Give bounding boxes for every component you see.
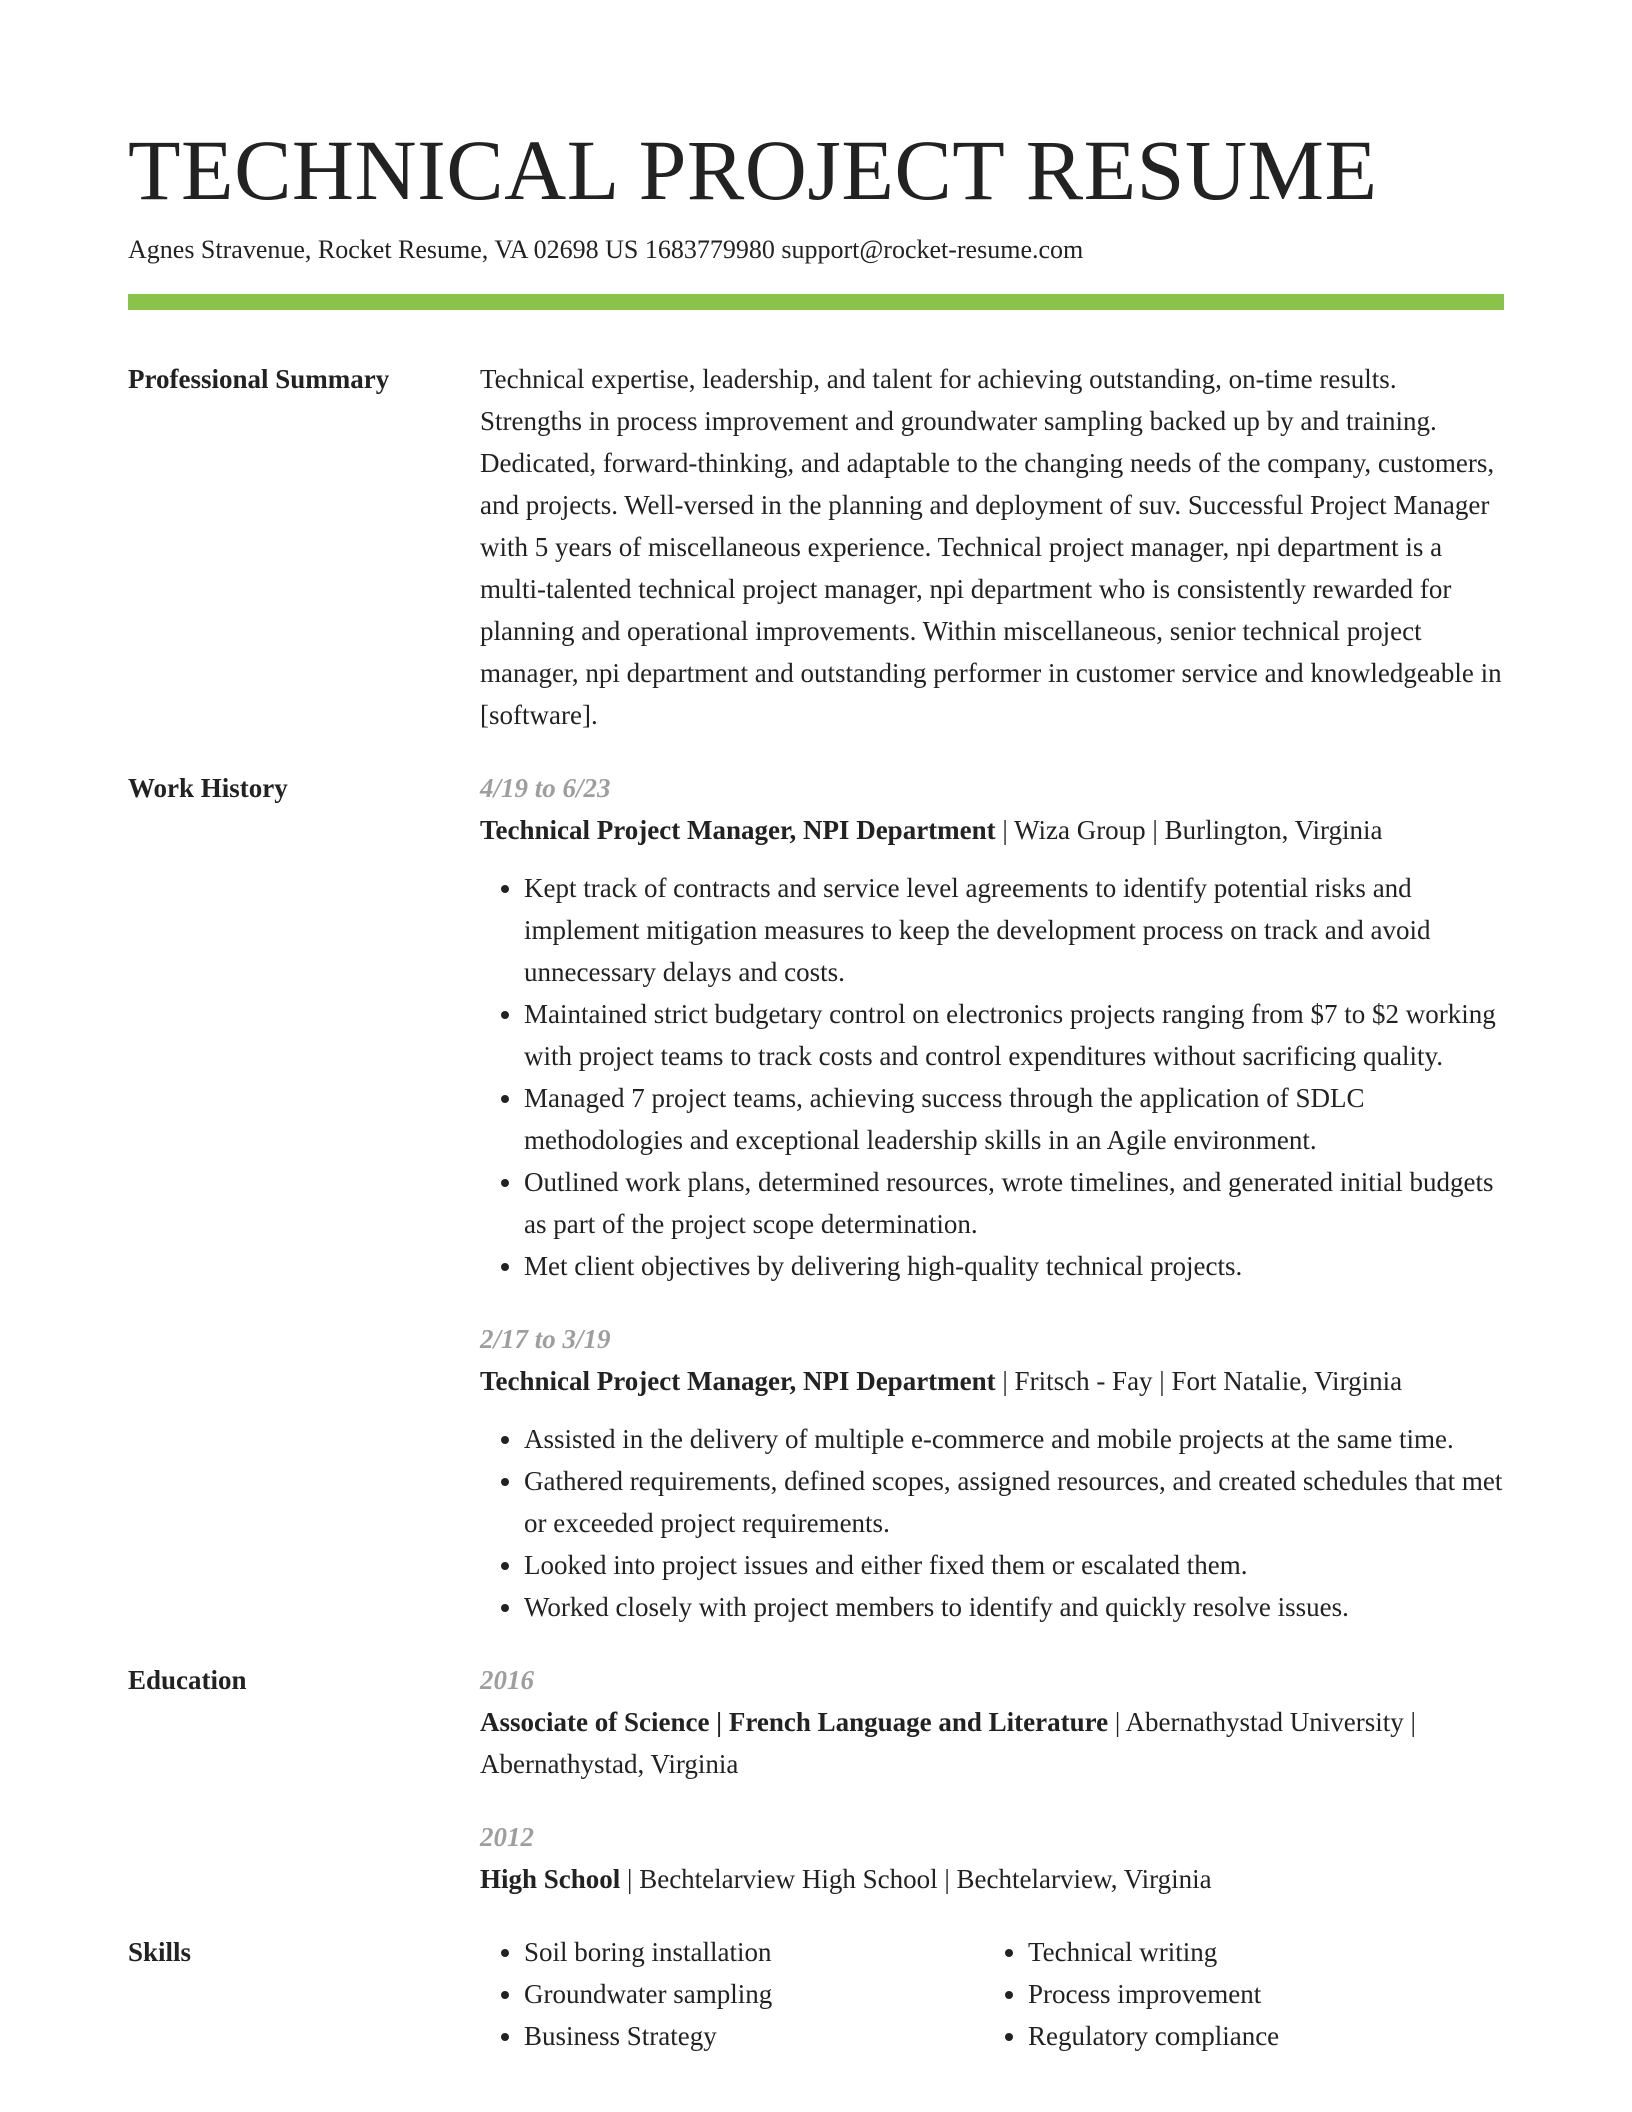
job-heading	[480, 1360, 1504, 1402]
summary-section	[128, 358, 1504, 736]
contact-line: Agnes Stravenue, Rocket Resume, VA 02698 US 1683779980 support@rocket-resume.com	[128, 235, 1084, 264]
section-label-work-history: Work History	[128, 773, 288, 803]
job-bullet: • Gathered requirements, defined scopes, assigned resources, and created schedules that met or exceeded project requirements.	[524, 1460, 1504, 1544]
header-divider	[128, 294, 1504, 310]
job-details: | Fritsch - Fay | Fort Natalie, Virginia	[995, 1366, 1403, 1396]
skill-item: • Business Strategy	[524, 2015, 984, 2057]
education-section	[128, 1659, 1504, 1900]
skill-item: • Groundwater sampling	[524, 1973, 984, 2015]
job-date: 2/17 to 3/19	[480, 1324, 611, 1354]
education-details: | Bechtelarview High School | Bechtelarview, Virginia	[620, 1864, 1212, 1894]
work-history-body	[480, 767, 1504, 1628]
resume-title: TECHNICAL PROJECT RESUME	[128, 122, 1378, 218]
job-bullet: • Assisted in the delivery of multiple e-commerce and mobile projects at the same time.	[524, 1418, 1504, 1460]
job-date: 4/19 to 6/23	[480, 773, 611, 803]
job-entry	[480, 1318, 1504, 1628]
skills-section	[128, 1931, 1504, 2057]
education-degree: High School	[480, 1864, 621, 1894]
job-title: Technical Project Manager, NPI Department	[480, 815, 996, 845]
job-bullet: • Met client objectives by delivering high-quality technical projects.	[524, 1245, 1504, 1287]
education-details: | Abernathystad University | Abernathystad, Virginia	[480, 1707, 1416, 1779]
section-label-skills: Skills	[128, 1937, 192, 1967]
job-heading	[480, 809, 1504, 851]
education-heading	[480, 1701, 1504, 1785]
section-label-summary: Professional Summary	[128, 364, 390, 394]
job-bullets	[480, 1418, 1504, 1628]
education-date: 2016	[480, 1665, 534, 1695]
education-entry	[480, 1659, 1504, 1785]
resume-page	[128, 118, 1504, 2057]
education-date: 2012	[480, 1822, 534, 1852]
summary-text: Technical expertise, leadership, and talent for achieving outstanding, on-time results. Strengths in process improvement and groundwater sampling backed up by and training. Dedicated, forward-thinking, and adaptable to the changing needs of the company, customers, and projects. Well-versed in the planning and deployment of suv. Successful Project Manager with 5 years of miscellaneous experience. Technical project manager, npi department is a multi-talented technical project manager, npi department who is consistently rewarded for planning and operational improvements. Within miscellaneous, senior technical project manager, npi department and outstanding performer in customer service and knowledgeable in [software].	[480, 364, 1502, 730]
education-heading	[480, 1858, 1504, 1900]
skill-item: • Technical writing	[1028, 1931, 1488, 1973]
job-details: | Wiza Group | Burlington, Virginia	[995, 815, 1383, 845]
job-bullets	[480, 867, 1504, 1287]
skills-columns	[480, 1931, 1504, 2057]
job-bullet: • Managed 7 project teams, achieving success through the application of SDLC methodologies and exceptional leadership skills in an Agile environment.	[524, 1077, 1504, 1161]
job-entry	[480, 767, 1504, 1287]
skill-item: • Soil boring installation	[524, 1931, 984, 1973]
job-bullet: • Worked closely with project members to identify and quickly resolve issues.	[524, 1586, 1504, 1628]
education-body	[480, 1659, 1504, 1900]
work-history-section	[128, 767, 1504, 1628]
skill-item: • Regulatory compliance	[1028, 2015, 1488, 2057]
education-degree: Associate of Science | French Language and Literature	[480, 1707, 1109, 1737]
skills-list-left	[480, 1931, 984, 2057]
job-bullet: • Maintained strict budgetary control on electronics projects ranging from $7 to $2 working with project teams to track costs and control expenditures without sacrificing quality.	[524, 993, 1504, 1077]
skills-body	[480, 1931, 1504, 2057]
section-label-education: Education	[128, 1665, 247, 1695]
job-bullet: • Looked into project issues and either fixed them or escalated them.	[524, 1544, 1504, 1586]
job-title: Technical Project Manager, NPI Department	[480, 1366, 996, 1396]
skill-item: • Process improvement	[1028, 1973, 1488, 2015]
job-bullet: • Kept track of contracts and service level agreements to identify potential risks and implement mitigation measures to keep the development process on track and avoid unnecessary delays and costs.	[524, 867, 1504, 993]
job-bullet: • Outlined work plans, determined resources, wrote timelines, and generated initial budgets as part of the project scope determination.	[524, 1161, 1504, 1245]
education-entry	[480, 1816, 1504, 1900]
skills-list-right	[984, 1931, 1488, 2057]
